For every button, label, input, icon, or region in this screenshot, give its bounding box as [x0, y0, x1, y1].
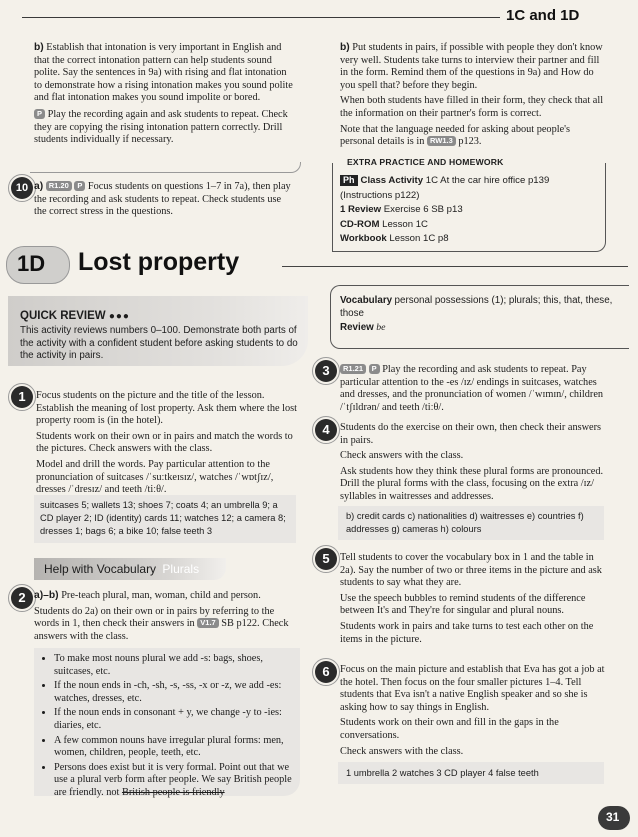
recording-badge-r121: R1.21: [340, 364, 366, 374]
step-3-text: Play the recording and ask students to repeat. Pay particular attention to the -es /ɪz/ endings in suitcases, watches and dresses, and the pronunciation of women /ˈwɪmɪn/, children /ˈtʃɪldrən/ and teeth /tiːθ/.: [340, 364, 604, 413]
left-top-block: [34, 42, 296, 147]
rule-item: • If the noun ends in consonant + y, we change -y to -ies: diaries, etc.: [54, 706, 292, 732]
step-4-block: [340, 422, 608, 504]
right-b-label: b): [340, 42, 350, 53]
rule-item: • If the noun ends in -ch, -sh, -s, -ss, -x or -z, we add -es: watches, dresses, etc.: [54, 679, 292, 705]
step-2-ab-label: a)–b): [34, 590, 59, 601]
review-be-text: be: [376, 322, 386, 333]
review-be-label: Review: [340, 322, 374, 333]
right-b-text3-pre: Note that the language needed for asking about people's personal details is in: [340, 123, 571, 148]
play-badge-3: P: [369, 364, 380, 374]
right-b-text1: Put students in pairs, if possible with people they don't know very well. Students take turns to interview their partner and fill in the form. Remind them of the questions in 9a) and How do you spell that? before they begin.: [340, 42, 603, 91]
rule-item: • A few common nouns have irregular plural forms: men, women, children, people, teeth, etc.: [54, 734, 292, 760]
play-text: Play the recording again and ask students to repeat. Check they are copying the rising intonation pattern correctly. Drill students individually if necessary.: [34, 108, 288, 146]
step-10-number: 10: [11, 177, 33, 199]
rule-strike-text: British people is friendly: [121, 786, 225, 798]
step-4-p1: Students do the exercise on their own, then check their answers in pairs.: [340, 422, 602, 446]
step-1-answers: suitcases 5; wallets 13; shoes 7; coats 4; an umbrella 9; a CD player 2; ID (identity) cards 11; watches 12; a camera 8; dresses 1; bags 6; a bike 10; false teeth 3: [40, 500, 286, 536]
step-10-block: [34, 181, 296, 219]
rule-item: [54, 761, 292, 800]
step-4-p3: Ask students how they think these plural forms are pronounced. Drill the plural forms with the class, focusing on the extra /ɪz/ syllables in waitresses and addresses.: [340, 465, 604, 502]
rule-item: • To make most nouns plural we add -s: bags, shoes, suitcases, etc.: [54, 652, 292, 678]
step-1-p1: Focus students on the picture and the title of the lesson. Establish the meaning of lost property. Ask them where the lost property room is (in the hotel).: [36, 390, 297, 427]
header-rule: [22, 17, 500, 18]
section-code: 1D: [17, 251, 46, 276]
step-5-p3: Students work in pairs and take turns to test each other on the items in the picture.: [340, 620, 594, 645]
step-6-p2: Students work on their own and fill in the gaps in the conversations.: [340, 717, 559, 741]
quick-review-title-row: [20, 310, 130, 322]
help-vocab-tag: Plurals: [162, 562, 200, 576]
rule-item-text: Persons does exist but it is very formal. Point out that we use a plural verb form after people. We say British people are friendly. not: [54, 761, 292, 798]
extra-practice-list: [340, 174, 602, 247]
step-1-p2: Students work on their own or in pairs and match the words to the pictures. Check answers with the class.: [36, 430, 293, 455]
step-4-p2: Check answers with the class.: [340, 450, 464, 462]
step-5-number: 5: [315, 548, 337, 570]
step-b-label: b): [34, 42, 44, 53]
step-5-p1: Tell students to cover the vocabulary box in 1 and the table in 2a). Say the number of two or three items in the picture and ask students to say what they are.: [340, 552, 602, 589]
v17-badge: V1.7: [197, 618, 218, 628]
section-title: Lost property: [78, 248, 240, 276]
quick-review-text: This activity reviews numbers 0–100. Demonstrate both parts of the activity with a confident student before asking students to do the activity in pairs.: [20, 325, 298, 362]
workbook-text: Lesson 1C p8: [389, 233, 449, 245]
right-b-text2: When both students have filled in their form, they check that all the information on their partner's form is correct.: [340, 95, 604, 119]
step-3-block: [340, 364, 608, 414]
recording-badge-r120: R1.20: [46, 181, 72, 191]
review-text: Exercise 6 SB p13: [383, 204, 463, 216]
play-badge: P: [34, 109, 45, 119]
help-vocab-label: Help with Vocabulary: [44, 562, 157, 576]
difficulty-dots: ●●●: [108, 311, 130, 322]
step-2-block: [34, 590, 298, 643]
vocab-label: Vocabulary: [340, 295, 393, 306]
review-label: 1 Review: [340, 204, 382, 216]
class-activity-label: Class Activity: [360, 175, 424, 186]
rw13-badge: RW1.3: [427, 136, 456, 146]
instructions-ref: (Instructions p122): [340, 189, 420, 201]
cdrom-text: Lesson 1C: [382, 218, 428, 230]
play-badge-10: P: [74, 181, 85, 191]
step-4-answers: b) credit cards c) nationalities d) waitresses e) countries f) addresses g) cameras h) colours: [346, 511, 584, 534]
vocab-summary-content: [340, 294, 620, 334]
right-b-text3-post: p123.: [458, 136, 482, 148]
section-title-rule: [282, 266, 628, 267]
step-10-a-label: a): [34, 181, 44, 192]
step-2-p2-post: SB p122. Check answers with the class.: [34, 618, 289, 642]
ph-icon: Ph: [340, 175, 358, 186]
right-top-block: [340, 42, 606, 149]
step-4-number: 4: [315, 419, 337, 441]
quick-review-title: QUICK REVIEW: [20, 310, 106, 322]
step-10-text: Focus students on questions 1–7 in 7a), then play the recording and ask students to repeat. Check students use the correct stress in the questions.: [34, 181, 291, 218]
cdrom-label: CD-ROM: [340, 218, 380, 230]
extra-practice-title: EXTRA PRACTICE AND HOMEWORK: [342, 157, 509, 167]
divider-curve: [30, 162, 301, 173]
step-1-p3: Model and drill the words. Pay particular attention to the pronunciation of suitcases /ˈsuːtkeɪsɪz/, watches /ˈwɒtʃɪz/, dresses /ˈdresɪz/ and teeth /tiːθ/.: [36, 458, 274, 496]
step-6-answers: 1 umbrella 2 watches 3 CD player 4 false teeth: [346, 768, 539, 778]
step-2-p1: Pre-teach plural, man, woman, child and person.: [61, 590, 261, 601]
step-5-p2: Use the speech bubbles to remind students of the difference between It's and They're for singular and plural nouns.: [340, 592, 586, 617]
page-number: 31: [606, 810, 620, 824]
class-activity-text: 1C At the car hire office p139: [425, 175, 550, 186]
step-2-number: 2: [11, 587, 33, 609]
step-3-number: 3: [315, 360, 337, 382]
step-6-number: 6: [315, 661, 337, 683]
vocab-text: personal possessions (1); plurals; this, that, these, those: [340, 295, 613, 319]
step-1-block: [36, 390, 298, 497]
page-header-title: 1C and 1D: [506, 7, 580, 24]
step-6-block: [340, 664, 608, 758]
step-5-block: [340, 552, 608, 646]
step-6-p1: Focus on the main picture and establish that Eva has got a job at the hotel. Then focus on the four smaller pictures 1–4. Tell students that Eva isn't a native English speaker and so she is asking how to say things in English.: [340, 664, 605, 713]
step-2-rules: [42, 652, 292, 801]
step-6-p3: Check answers with the class.: [340, 745, 464, 757]
step-1-number: 1: [11, 386, 33, 408]
step-2-p2-pre: Students do 2a) on their own or in pairs by referring to the words in 1, then check their answers in: [34, 605, 275, 630]
workbook-label: Workbook: [340, 233, 387, 245]
step-b-text: Establish that intonation is very important in English and that the correct intonation pattern can help students sound polite. Say the sentences in 9a) with rising and flat intonation to demonstrate how a rising intonation makes you sound polite and flat intonation makes you sound impolite or bored.: [34, 42, 293, 104]
help-vocab-title: [44, 562, 199, 576]
